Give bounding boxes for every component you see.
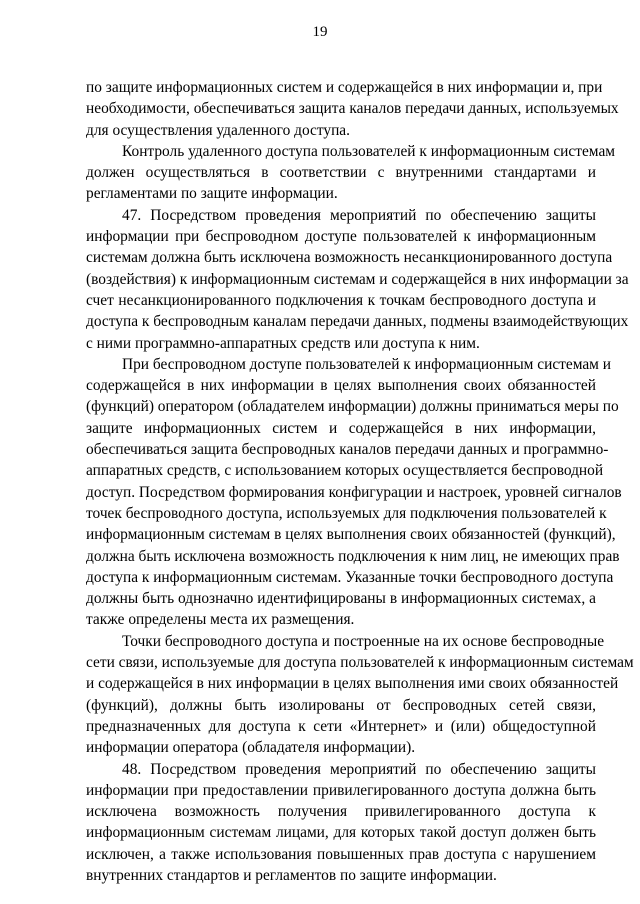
text-line: доступа к информационным системам. Указанные точки беспроводного доступа — [86, 568, 614, 586]
text-line: исключен, а также использования повышенных прав доступа с нарушением — [86, 845, 596, 863]
text-line: точек беспроводного доступа, используемых для подключения пользователей к — [86, 504, 607, 522]
text-line: (функций), должны быть изолированы от беспроводных сетей связи, — [86, 696, 596, 714]
text-line: с ними программно-аппаратных средств или доступа к ним. — [86, 334, 480, 352]
text-line: должна быть исключена возможность подключения к ним лиц, не имеющих прав — [86, 547, 620, 565]
page-number: 19 — [312, 24, 328, 40]
text-line: должны быть однозначно идентифицированы в информационных системах, а — [86, 590, 596, 608]
text-line: системам должна быть исключена возможность несанкционированного доступа — [86, 249, 613, 267]
text-line: счет несанкционированного подключения к точкам беспроводного доступа и — [86, 291, 596, 309]
text-line: 48. Посредством проведения мероприятий по обеспечению защиты — [122, 760, 596, 778]
text-line: должен осуществляться в соответствии с внутренними стандартами и — [86, 164, 596, 182]
text-line: внутренних стандартов и регламентов по защите информации. — [86, 866, 497, 884]
text-line: по защите информационных систем и содержащейся в них информации и, при — [86, 79, 603, 96]
text-line: информации оператора (обладателя информации). — [86, 739, 416, 757]
text-line: также определены места их размещения. — [86, 611, 355, 629]
text-line: доступ. Посредством формирования конфигурации и настроек, уровней сигналов — [86, 483, 622, 501]
text-line: сети связи, используемые для доступа пользователей к информационным системам — [86, 654, 634, 672]
text-line: регламентами по защите информации. — [86, 185, 338, 203]
text-line: защите информационных систем и содержащейся в них информации, — [86, 419, 596, 437]
body-text — [86, 77, 634, 886]
text-line: исключена возможность получения привилегированного доступа к — [86, 803, 596, 821]
text-line: Контроль удаленного доступа пользователей к информационным системам — [122, 142, 616, 160]
text-line: необходимости, обеспечиваться защита каналов передачи данных, используемых — [86, 100, 619, 118]
text-line: При беспроводном доступе пользователей к информационным системам и — [122, 355, 612, 373]
text-line: для осуществления удаленного доступа. — [86, 121, 350, 139]
text-line: информации при беспроводном доступе пользователей к информационным — [86, 228, 596, 246]
text-line: аппаратных средств, с использованием которых осуществляется беспроводной — [86, 462, 604, 480]
text-line: обеспечиваться защита беспроводных каналов передачи данных и программно- — [86, 441, 609, 459]
text-line: информации при предоставлении привилегированного доступа должна быть — [86, 781, 596, 799]
text-line: доступа к беспроводным каналам передачи данных, подмены взаимодействующих — [86, 313, 629, 331]
text-line: информационным системам в целях выполнения своих обязанностей (функций), — [86, 526, 616, 544]
text-line: содержащейся в них информации в целях выполнения своих обязанностей — [86, 377, 596, 395]
text-line: и содержащейся в них информации в целях выполнения ими своих обязанностей — [86, 675, 619, 693]
text-line: (функций) оператором (обладателем информации) должны приниматься меры по — [86, 398, 619, 416]
text-line: (воздействия) к информационным системам и содержащейся в них информации за — [86, 270, 629, 288]
text-line: 47. Посредством проведения мероприятий по обеспечению защиты — [122, 206, 596, 224]
text-line: Точки беспроводного доступа и построенные на их основе беспроводные — [122, 632, 605, 650]
text-line: предназначенных для доступа к сети «Интернет» и (или) общедоступной — [86, 717, 596, 735]
text-line: информационным системам лицами, для которых такой доступ должен быть — [86, 824, 596, 842]
